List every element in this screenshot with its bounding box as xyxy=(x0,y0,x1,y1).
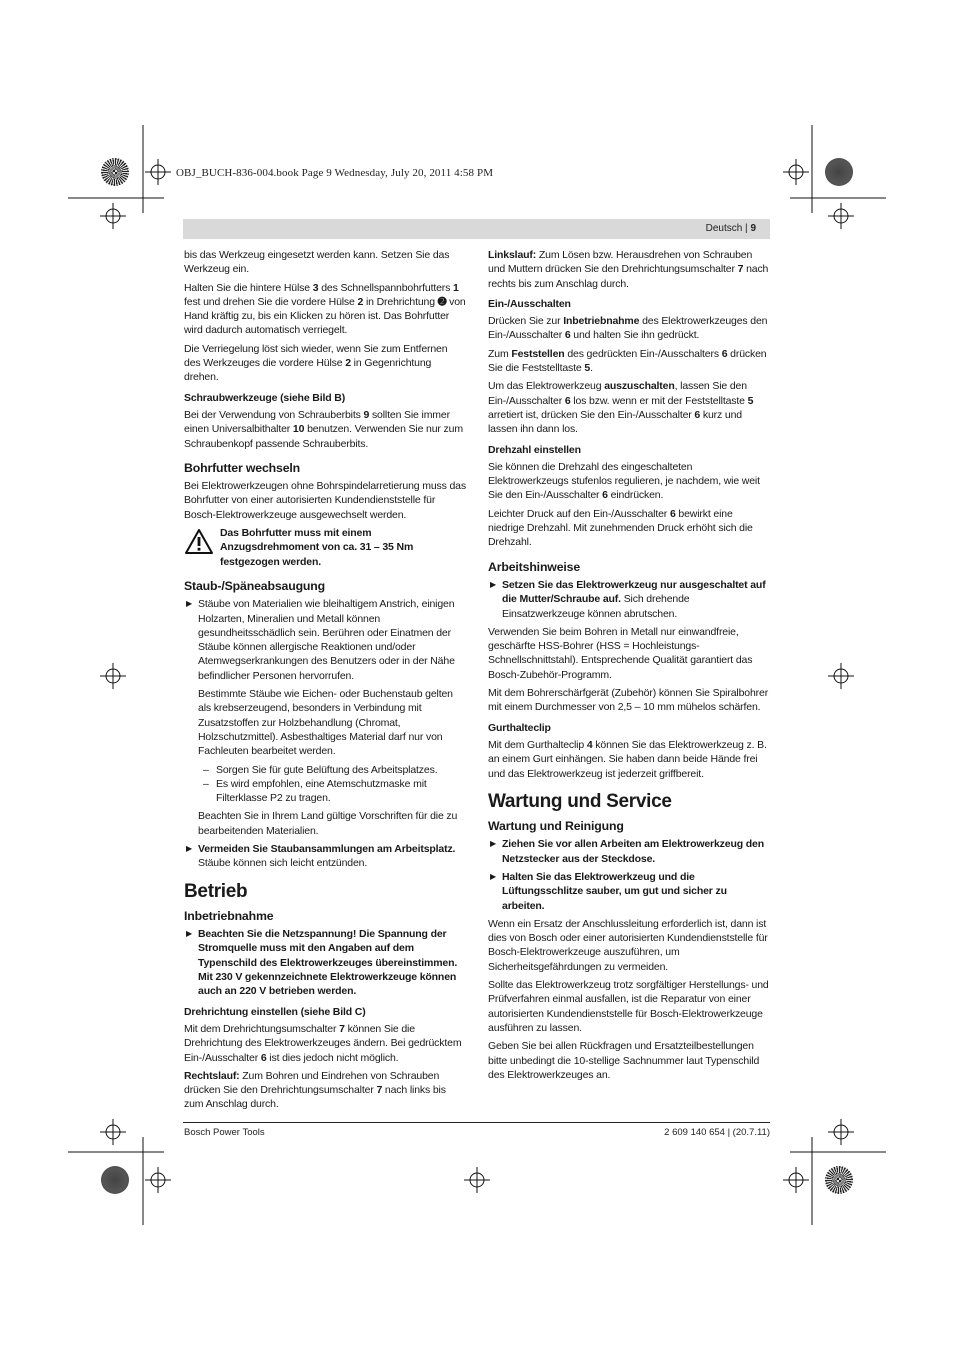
warning-text: Das Bohrfutter muss mit einem Anzugsdrehmoment von ca. 31 – 35 Nm festgezogen werden. xyxy=(220,527,414,568)
bullet-item: ▶ Stäube von Materialien wie bleihaltigem Anstrich, einigen Holzarten, Mineralien und Metall können gesundheitsschädlich sein. Berühren oder Einatmen der Stäube können allergische Reaktionen und/oder Atemwegserkrankungen des Benutzers oder in der Nähe befindlicher Personen hervorrufen. xyxy=(186,598,455,682)
bullet-item: ▶ Vermeiden Sie Staubansammlungen am Arbeitsplatz. Stäube können sich leicht entzünden. xyxy=(186,842,456,870)
right-column xyxy=(488,248,770,1086)
paragraph: Mit dem Bohrerschärfgerät (Zubehör) können Sie Spiralbohrer mit einem Durchmesser von 2,5 – 10 mm mühelos schärfen. xyxy=(488,687,769,714)
dash-item: – Es wird empfohlen, eine Atemschutzmaske mit Filterklasse P2 zu tragen. xyxy=(203,777,427,805)
paragraph: Bei der Verwendung von Schrauberbits 9 sollten Sie immer einen Universalbithalter 10 benutzen. Verwenden Sie nur zum Schraubenkopf passende Schrauberbits. xyxy=(184,408,463,450)
subheading: Drehzahl einstellen xyxy=(488,443,581,456)
subheading: Gurthalteclip xyxy=(488,721,551,734)
paragraph: Die Verriegelung löst sich wieder, wenn Sie zum Entfernen des Werkzeuges die vordere Hülse 2 in Gegenrichtung drehen. xyxy=(184,342,448,384)
paragraph: Mit dem Drehrichtungsumschalter 7 können Sie die Drehrichtung des Elektrowerkzeuges ändern. Bei gedrücktem Ein-/Ausschalter 6 ist dies jedoch nicht möglich. xyxy=(184,1022,462,1064)
paragraph: Um das Elektrowerkzeug auszuschalten, lassen Sie den Ein-/Ausschalter 6 los bzw. wenn er mit der Feststelltaste 5 arretiert ist, drücken Sie den Ein-/Ausschalter 6 kurz und lassen ihn dann los. xyxy=(488,380,754,436)
footer-docnumber: 2 609 140 654 | (20.7.11) xyxy=(664,1127,770,1138)
page-header-bar xyxy=(183,219,770,239)
paragraph: Sie können die Drehzahl des eingeschalteten Elektrowerkzeugs stufenlos regulieren, je nachdem, wie weit Sie den Ein-/Ausschalter 6 eindrücken. xyxy=(488,460,760,502)
subheading: Ein-/Ausschalten xyxy=(488,297,571,310)
subheading: Drehrichtung einstellen (siehe Bild C) xyxy=(184,1005,366,1018)
bullet-item: ▶ Beachten Sie die Netzspannung! Die Spannung der Stromquelle muss mit den Angaben auf dem Typenschild des Elektrowerkzeuges übereinstimmen. Mit 230 V gekennzeichnete Elektrowerkzeuge können auch an 220 V betrieben werden. xyxy=(186,928,458,998)
print-info-line: OBJ_BUCH-836-004.book Page 9 Wednesday, July 20, 2011 4:58 PM xyxy=(176,167,494,179)
triangle-right-icon: ▶ xyxy=(490,839,497,849)
paragraph: Rechtslauf: Zum Bohren und Eindrehen von Schrauben drücken Sie den Drehrichtungsumschalter 7 nach links bis zum Anschlag durch. xyxy=(184,1069,446,1111)
triangle-right-icon: ▶ xyxy=(490,871,497,881)
chapter-heading: Betrieb xyxy=(184,880,248,902)
page-header-label xyxy=(706,223,756,234)
triangle-right-icon: ▶ xyxy=(186,599,193,609)
paragraph: bis das Werkzeug eingesetzt werden kann. Setzen Sie das Werkzeug ein. xyxy=(184,249,450,276)
warning-note xyxy=(184,526,466,569)
triangle-right-icon: ▶ xyxy=(186,843,193,853)
paragraph: Geben Sie bei allen Rückfragen und Ersatzteilbestellungen bitte unbedingt die 10-stellige Sachnummer laut Typenschild des Elektrowerkzeuges an. xyxy=(488,1040,760,1081)
section-heading: Bohrfutter wechseln xyxy=(184,460,301,475)
header-language: Deutsch xyxy=(705,223,743,234)
section-heading: Wartung und Reinigung xyxy=(488,819,624,834)
paragraph: Bei Elektrowerkzeugen ohne Bohrspindelarretierung muss das Bohrfutter von einer autorisierten Kundendienststelle für Bosch-Elektrowerkzeuge ausgewechselt werden. xyxy=(184,480,466,521)
left-column xyxy=(184,248,466,1116)
paragraph: Linkslauf: Zum Lösen bzw. Herausdrehen von Schrauben und Muttern drücken Sie den Drehrichtungsumschalter 7 nach rechts bis zum Anschlag durch. xyxy=(488,249,769,290)
footer-brand: Bosch Power Tools xyxy=(184,1127,265,1138)
paragraph: Beachten Sie in Ihrem Land gültige Vorschriften für die zu bearbeitenden Materialien. xyxy=(198,810,458,837)
paragraph: Sollte das Elektrowerkzeug trotz sorgfältiger Herstellungs- und Prüfverfahren einmal ausfallen, ist die Reparatur von einer autorisierten Kundendienststelle für Bosch-Elektrowerkzeuge ausführen zu lassen. xyxy=(488,979,769,1034)
paragraph: Halten Sie die hintere Hülse 3 des Schnellspannbohrfutters 1 fest und drehen Sie die vordere Hülse 2 in Drehrichtung ➋ von Hand kräftig zu, bis ein Klicken zu hören ist. Das Bohrfutter wird dadurch automatisch verriegelt. xyxy=(184,281,466,337)
section-heading: Inbetriebnahme xyxy=(184,908,274,923)
subheading: Schraubwerkzeuge (siehe Bild B) xyxy=(184,391,346,404)
paragraph: Verwenden Sie beim Bohren in Metall nur einwandfreie, geschärfte HSS-Bohrer (HSS = Hochleistungs-Schnellschnittstahl). Entsprechende Qualität garantiert das Bosch-Zubehör-Programm. xyxy=(488,625,753,681)
warning-triangle-icon xyxy=(184,528,214,555)
header-separator: | xyxy=(742,223,751,234)
chapter-heading: Wartung und Service xyxy=(488,790,672,812)
bullet-item: ▶ Halten Sie das Elektrowerkzeug und die Lüftungsschlitze sauber, um gut und sicher zu arbeiten. xyxy=(490,870,727,912)
section-heading: Arbeitshinweise xyxy=(488,559,581,574)
paragraph: Bestimmte Stäube wie Eichen- oder Buchenstaub gelten als krebserzeugend, besonders in Verbindung mit Zusatzstoffen zur Holzbehandlung (Chromat, Holzschutzmittel). Asbesthaltiges Material darf nur von Fachleuten bearbeitet werden. xyxy=(198,688,453,758)
section-heading: Staub-/Späneabsaugung xyxy=(184,578,326,593)
bullet-item: ▶ Ziehen Sie vor allen Arbeiten am Elektrowerkzeug den Netzstecker aus der Steckdose. xyxy=(490,838,764,865)
paragraph: Leichter Druck auf den Ein-/Ausschalter 6 bewirkt eine niedrige Drehzahl. Mit zunehmenden Druck erhöht sich die Drehzahl. xyxy=(488,507,753,549)
footer-rule xyxy=(183,1122,770,1123)
dash-item: – Sorgen Sie für gute Belüftung des Arbeitsplatzes. xyxy=(203,763,438,776)
paragraph: Wenn ein Ersatz der Anschlussleitung erforderlich ist, dann ist dies von Bosch oder einer autorisierten Kundendienststelle für Bosch-Elektrowerkzeuge auszuführen, um Sicherheitsgefährdungen zu vermeiden. xyxy=(488,917,768,973)
paragraph: Zum Feststellen des gedrückten Ein-/Ausschalters 6 drücken Sie die Feststelltaste 5. xyxy=(488,347,767,375)
bullet-item: ▶ Setzen Sie das Elektrowerkzeug nur ausgeschaltet auf die Mutter/Schraube auf. Sich drehende Einsatzwerkzeuge können abrutschen. xyxy=(490,578,766,620)
header-page-number: 9 xyxy=(750,223,756,234)
triangle-right-icon: ▶ xyxy=(490,579,497,589)
triangle-right-icon: ▶ xyxy=(186,929,193,939)
paragraph: Mit dem Gurthalteclip 4 können Sie das Elektrowerkzeug z. B. an einem Gurt einhängen. Sie haben dann beide Hände frei und das Elektrowerkzeug ist jederzeit griffbereit. xyxy=(488,738,767,780)
paragraph: Drücken Sie zur Inbetriebnahme des Elektrowerkzeuges den Ein-/Ausschalter 6 und halten Sie ihn gedrückt. xyxy=(488,315,768,342)
